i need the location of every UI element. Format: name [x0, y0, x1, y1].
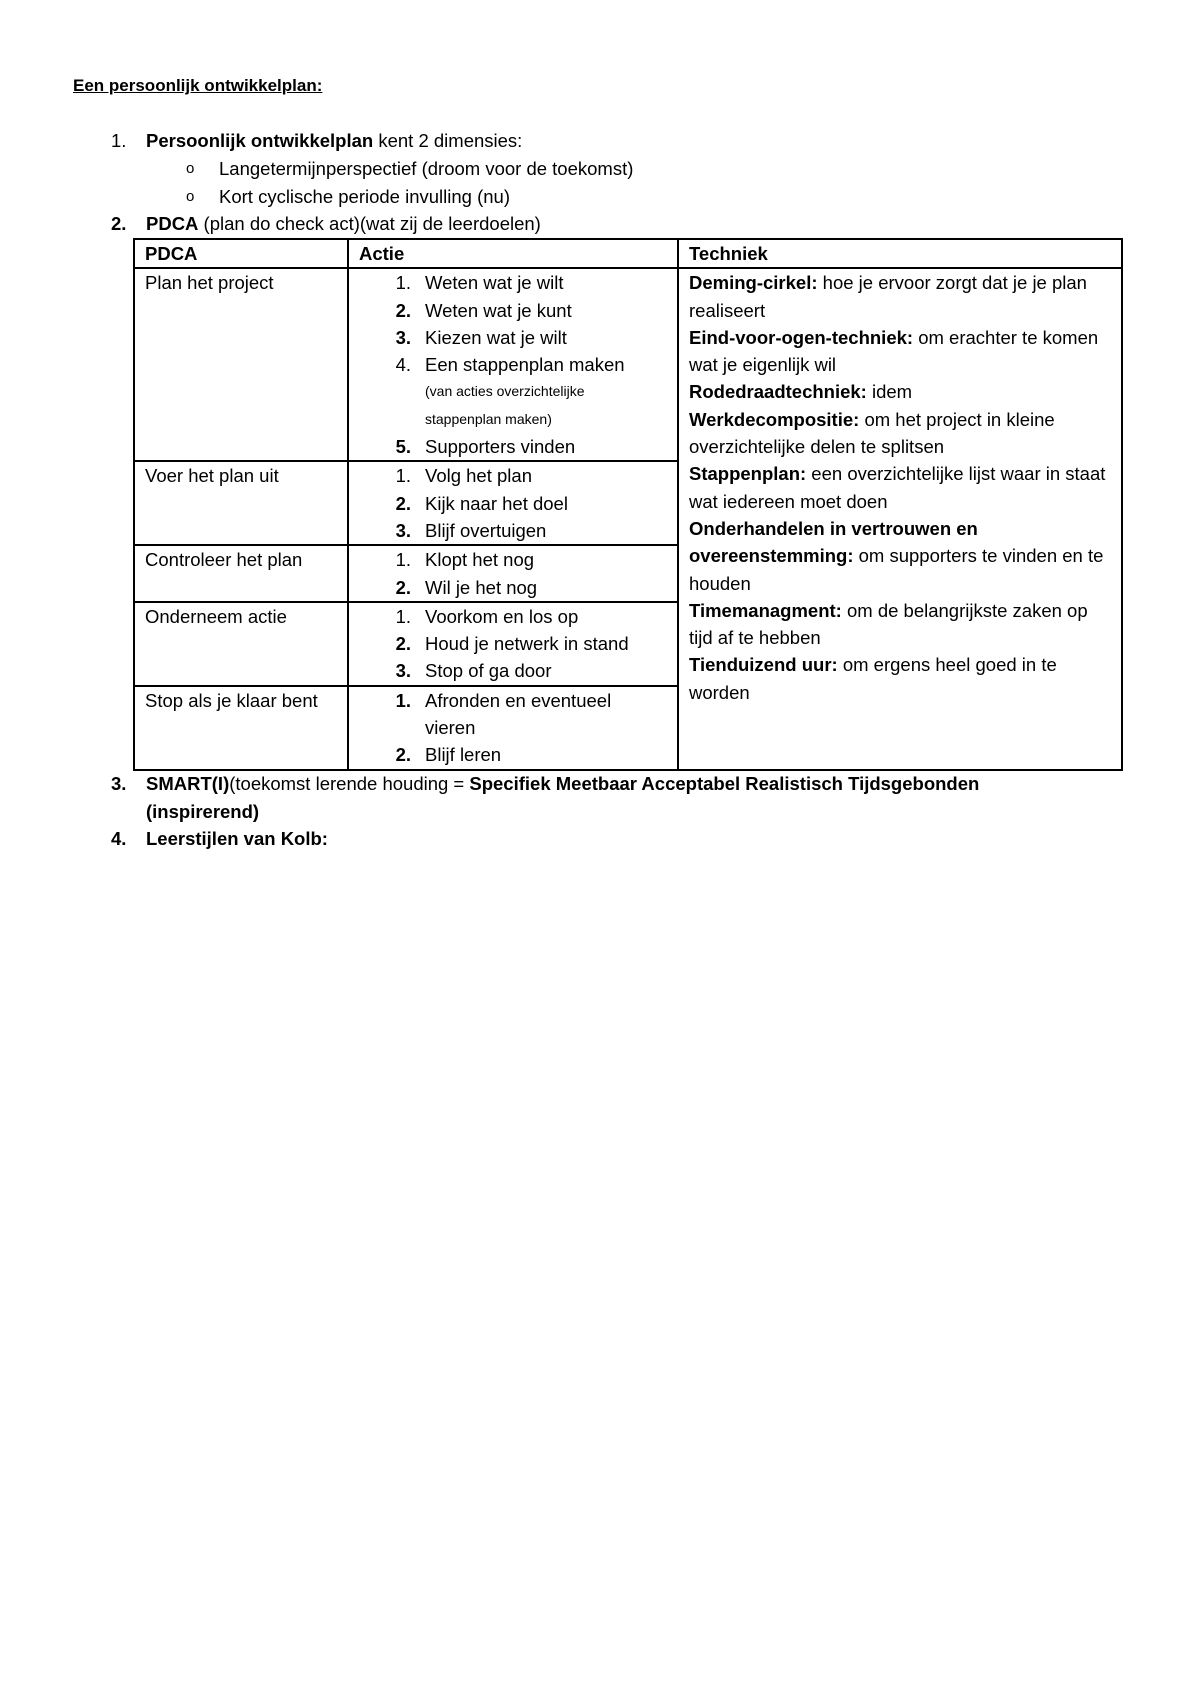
technique-entry: Eind-voor-ogen-techniek: om erachter te komen wat je eigenlijk wil: [689, 326, 1099, 376]
techniek-cell: [678, 268, 1122, 769]
table-row: [134, 268, 1122, 461]
item-1-rest: kent 2 dimensies:: [373, 130, 523, 151]
item-3-number: 3.: [111, 773, 127, 794]
item-3-line2: (inspirerend): [146, 801, 260, 822]
list-item: stappenplan maken): [425, 410, 552, 427]
technique-entry: Werkdecompositie: om het project in kleine overzichtelijke delen te splitsen: [689, 408, 1055, 458]
phase-cell: Plan het project: [134, 268, 348, 461]
list-item: 1. Klopt het nog: [395, 549, 535, 571]
list-item: 1. Volg het plan: [395, 465, 532, 487]
list-item: 2. Weten wat je kunt: [395, 299, 572, 321]
header-techniek: Techniek: [678, 239, 1122, 268]
item-3-text: SMART(I)(toekomst lerende houding = Specifiek Meetbaar Acceptabel Realistisch Tijdsgebonden: [146, 773, 980, 794]
list-item: 2. Wil je het nog: [395, 576, 538, 598]
list-item: vieren: [425, 717, 476, 739]
phase-cell: Stop als je klaar bent: [134, 686, 348, 770]
document-title: Een persoonlijk ontwikkelplan:: [73, 76, 323, 95]
item-1-bold: Persoonlijk ontwikkelplan: [146, 130, 374, 151]
item-2-rest: (plan do check act)(wat zij de leerdoelen): [198, 213, 541, 234]
list-item: 1. Afronden en eventueel: [395, 689, 612, 711]
item-4-text: Leerstijlen van Kolb:: [146, 828, 328, 849]
actions-cell: [348, 268, 678, 461]
technique-entry: Stappenplan: een overzichtelijke lijst waar in staat wat iedereen moet doen: [689, 463, 1106, 512]
technique-entry: Deming-cirkel: hoe je ervoor zorgt dat je je plan realiseert: [689, 272, 1087, 321]
bullet-marker: o: [186, 188, 195, 205]
list-item: 5. Supporters vinden: [395, 436, 576, 458]
header-actie: Actie: [348, 239, 678, 268]
item-2-bold: PDCA: [146, 213, 199, 234]
item-1-number: 1.: [111, 130, 127, 151]
list-item: 3. Kiezen wat je wilt: [395, 326, 567, 348]
bullet-text: Langetermijnperspectief (droom voor de toekomst): [219, 158, 634, 179]
list-item: 2. Kijk naar het doel: [395, 492, 568, 514]
technique-entry: Timemanagment: om de belangrijkste zaken op tijd af te hebben: [689, 599, 1088, 649]
list-item: 3. Blijf overtuigen: [395, 519, 547, 541]
item-1-text: [146, 128, 522, 154]
header-pdca: PDCA: [134, 239, 348, 268]
list-item: 3. Stop of ga door: [395, 660, 552, 682]
phase-cell: Onderneem actie: [134, 602, 348, 686]
phase-cell: Controleer het plan: [134, 545, 348, 602]
pdca-table: [133, 238, 1123, 771]
list-item: (van acties overzichtelijke: [425, 383, 585, 400]
list-item: 1. Weten wat je wilt: [395, 272, 564, 294]
technique-entry: Tienduizend uur: om ergens heel goed in te worden: [689, 654, 1057, 703]
actions-cell: [348, 461, 678, 545]
list-item: 1. Voorkom en los op: [395, 605, 579, 627]
technique-entry: Rodedraadtechniek: idem: [689, 381, 913, 403]
actions-cell: [348, 686, 678, 770]
technique-entry: Onderhandelen in vertrouwen en overeenstemming: om supporters te vinden en te houden: [689, 517, 1104, 594]
actions-cell: [348, 545, 678, 602]
phase-cell: Voer het plan uit: [134, 461, 348, 545]
item-4-number: 4.: [111, 828, 127, 849]
table-header-row: [134, 239, 1122, 268]
bullet-marker: o: [186, 160, 195, 177]
item-2-number: 2.: [111, 213, 127, 234]
actions-cell: [348, 602, 678, 686]
list-item: 2. Blijf leren: [395, 744, 502, 766]
list-item: 4. Een stappenplan maken: [395, 354, 625, 376]
item-2-text: [146, 211, 541, 237]
bullet-text: Kort cyclische periode invulling (nu): [219, 186, 510, 207]
list-item: 2. Houd je netwerk in stand: [395, 633, 629, 655]
